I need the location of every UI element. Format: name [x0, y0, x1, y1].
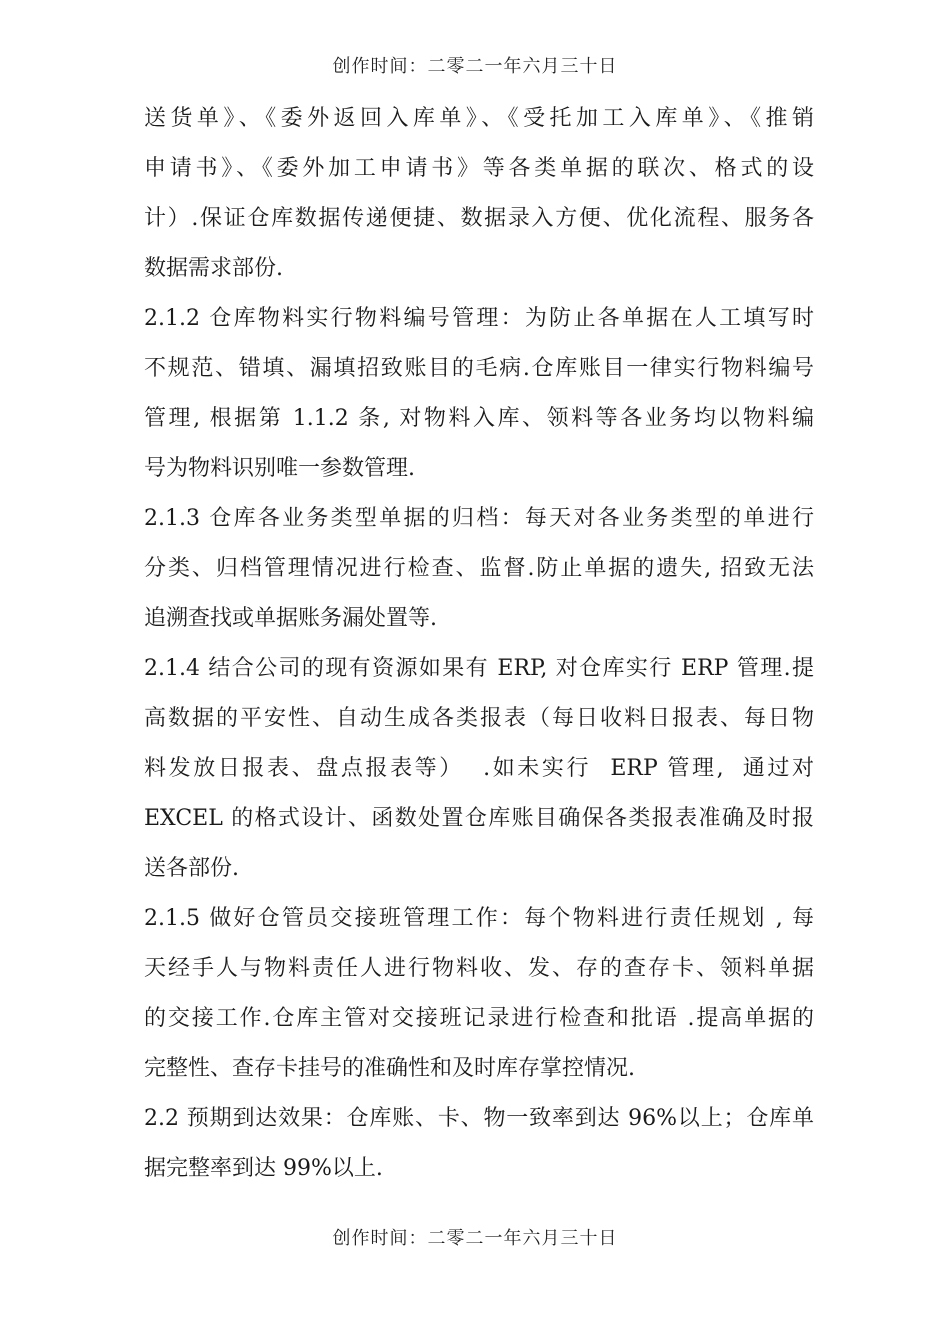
text-line: 高数据的平安性、自动生成各类报表（每日收料日报表、每日物	[144, 706, 814, 731]
text-line: 送各部份.	[144, 856, 239, 881]
document-body	[144, 100, 814, 1200]
text-line: 2.1.2 仓库物料实行物料编号管理：为防止各单据在人工填写时	[144, 306, 814, 331]
text-line: 不规范、错填、漏填招致账目的毛病.仓库账目一律实行物料编号	[144, 356, 814, 381]
text-line: 天经手人与物料责任人进行物料收、发、存的查存卡、领料单据	[144, 956, 814, 981]
text-line: 2.1.5 做好仓管员交接班管理工作：每个物料进行责任规划 , 每	[144, 906, 814, 931]
page-footer: 创作时间：二零二一年六月三十日	[332, 1228, 618, 1249]
text-line: 2.2 预期到达效果：仓库账、卡、物一致率到达 96%以上；仓库单	[144, 1106, 814, 1131]
text-line: 管理, 根据第 1.1.2 条, 对物料入库、领料等各业务均以物料编	[144, 406, 814, 431]
text-line: 分类、归档管理情况进行检查、监督.防止单据的遗失, 招致无法	[144, 556, 814, 581]
text-line: 申请书》、《委外加工申请书》等各类单据的联次、格式的设	[144, 156, 814, 181]
text-line: 据完整率到达 99%以上.	[144, 1156, 383, 1181]
text-line: 送货单》、《委外返回入库单》、《受托加工入库单》、《推销	[144, 106, 814, 131]
text-line: 的交接工作.仓库主管对交接班记录进行检查和批语 .提高单据的	[144, 1006, 814, 1031]
text-line: 数据需求部份.	[144, 256, 283, 281]
text-line: 完整性、查存卡挂号的准确性和及时库存掌控情况.	[144, 1056, 635, 1081]
text-line: EXCEL 的格式设计、函数处置仓库账目确保各类报表准确及时报	[144, 806, 814, 831]
text-line: 2.1.4 结合公司的现有资源如果有 ERP, 对仓库实行 ERP 管理.提	[144, 656, 814, 681]
text-line: 追溯查找或单据账务漏处置等.	[144, 606, 437, 631]
text-line: 计）.保证仓库数据传递便捷、数据录入方便、优化流程、服务各	[144, 206, 814, 231]
page-header: 创作时间：二零二一年六月三十日	[332, 56, 618, 77]
text-line: 2.1.3 仓库各业务类型单据的归档：每天对各业务类型的单进行	[144, 506, 814, 531]
text-line: 号为物料识别唯一参数管理.	[144, 456, 415, 481]
text-line: 料发放日报表、盘点报表等） .如未实行 ERP 管理, 通过对	[144, 756, 814, 781]
